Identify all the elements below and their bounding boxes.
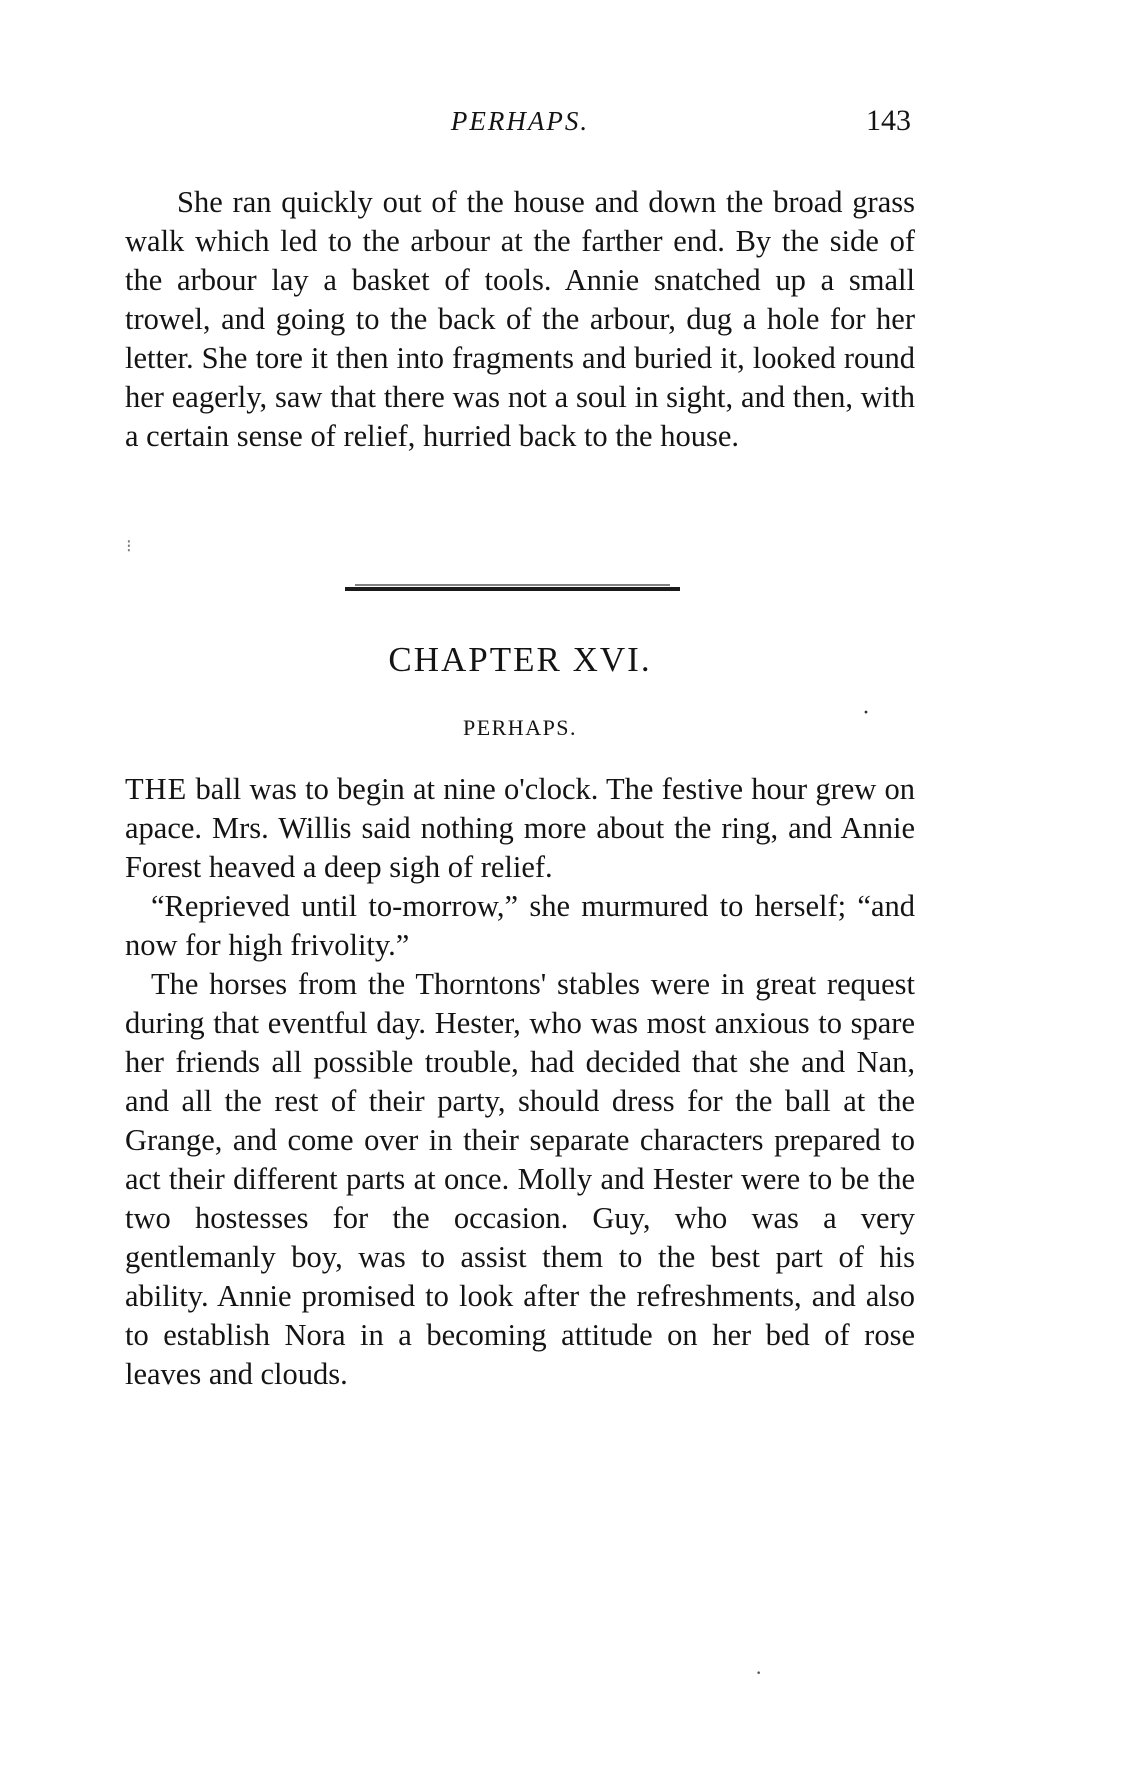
chapter-subtitle: PERHAPS. <box>462 715 578 740</box>
closing-paragraph: She ran quickly out of the house and down the broad grass walk which led to the arbour at the farther end. By the side of the arbour lay a basket of tools. Annie snatched up a small trowel, and going to the back of the arbour, dug a hole for her letter. She tore it then into fragments and buried it, looked round her eagerly, saw that there was not a soul in sight, and then, with a certain sense of relief, hurried back to the house. <box>125 185 915 453</box>
chapter-paragraph-2: “Reprieved until to-morrow,” she murmured to herself; “and now for high frivolity.” <box>125 889 915 962</box>
chapter-lead-word: THE <box>125 772 188 806</box>
chapter-heading: CHAPTER XVI. <box>388 640 652 679</box>
page-number: 143 <box>866 104 911 137</box>
chapter-paragraph-1-text: ball was to begin at nine o'clock. The festive hour grew on apace. Mrs. Willis said nothing more about the ring, and Annie Forest heaved a deep sigh of relief. <box>125 772 915 884</box>
chapter-paragraph-3: The horses from the Thorntons' stables were in great request during that eventful day. Hester, who was most anxious to spare her friends all possible trouble, had decided that she and Nan, and all the rest of their party, should dress for the ball at the Grange, and come over in their separate characters prepared to act their different parts at once. Molly and Hester were to be the two hostesses for the occasion. Guy, who was a very gentlemanly boy, was to assist them to the best part of his ability. Annie promised to look after the refreshments, and also to establish Nora in a becoming attitude on her bed of rose leaves and clouds. <box>125 967 915 1391</box>
running-header <box>125 100 915 150</box>
running-title: PERHAPS. <box>450 106 590 136</box>
print-speck: · <box>862 700 870 726</box>
section-divider-rule <box>345 587 680 591</box>
print-speck: ⁝ <box>126 536 132 556</box>
closing-paragraph-block <box>125 183 915 456</box>
chapter-body <box>125 770 915 1394</box>
print-speck: · <box>755 1660 763 1685</box>
chapter-paragraph-1 <box>125 770 915 887</box>
